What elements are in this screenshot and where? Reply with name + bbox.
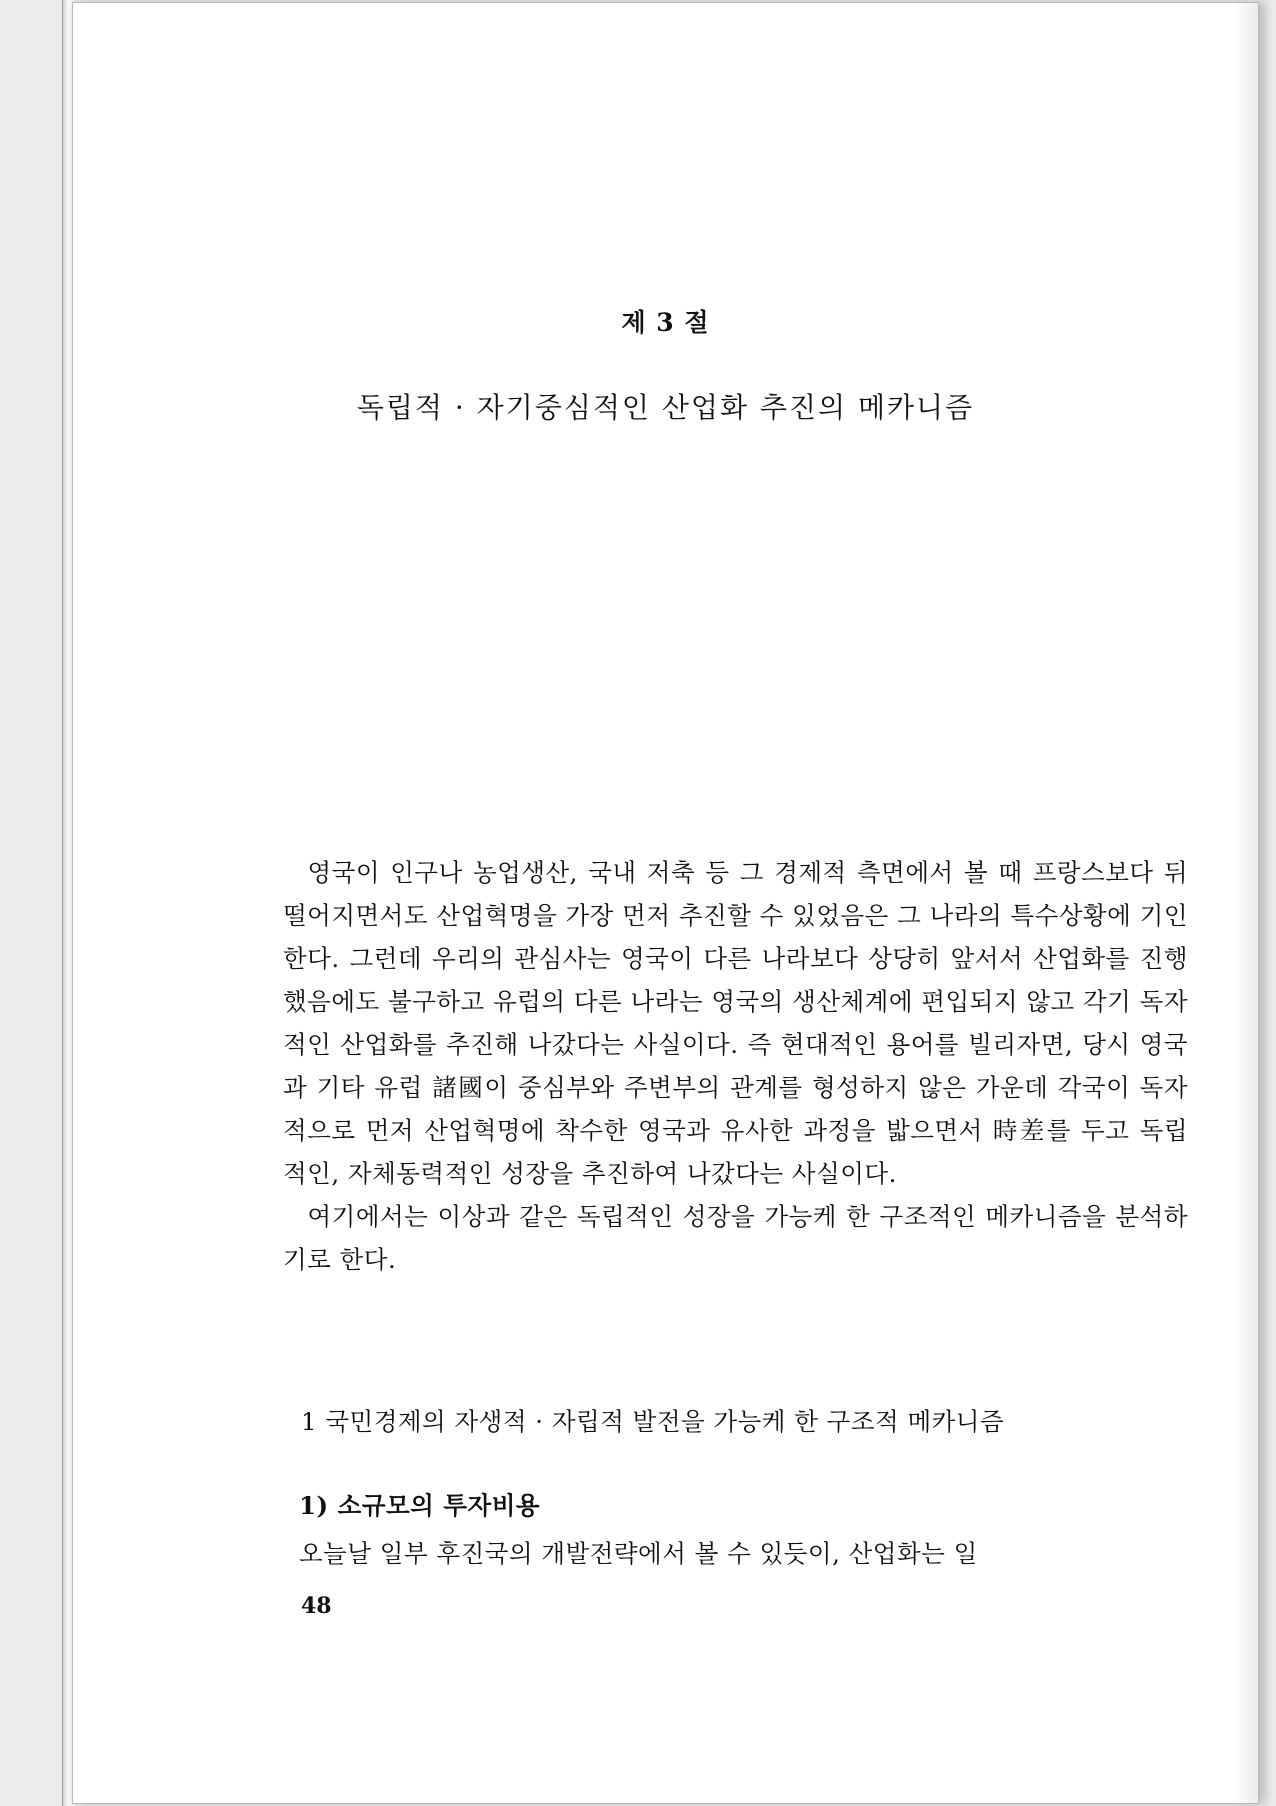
section-title: 독립적 · 자기중심적인 산업화 추진의 메카니즘 xyxy=(356,391,975,424)
subsubsection-heading: 1) 소규모의 투자비용 xyxy=(299,1491,541,1520)
body-paragraph: 여기에서는 이상과 같은 독립적인 성장을 가능케 한 구조적인 메카니즘을 분석하기로 한다. xyxy=(283,1202,1188,1274)
section-number: 제 3 절 xyxy=(621,308,710,337)
body-text xyxy=(283,851,1188,1281)
document-page xyxy=(72,2,1259,1804)
subsection-heading: 1 국민경제의 자생적 · 자립적 발전을 가능케 한 구조적 메카니즘 xyxy=(301,1407,1005,1436)
continued-paragraph-line: 오늘날 일부 후진국의 개발전략에서 볼 수 있듯이, 산업화는 일 xyxy=(299,1539,978,1568)
body-paragraph: 영국이 인구나 농업생산, 국내 저축 등 그 경제적 측면에서 볼 때 프랑스보다 뒤떨어지면서도 산업혁명을 가장 먼저 추진할 수 있었음은 그 나라의 특수상황에 기인한다. 그런데 우리의 관심사는 영국이 다른 나라보다 상당히 앞서서 산업화를 진행했음에도 불구하고 유럽의 다른 나라는 영국의 생산체계에 편입되지 않고 각기 독자적인 산업화를 추진해 나갔다는 사실이다. 즉 현대적인 용어를 빌리자면, 당시 영국과 기타 유럽 諸國이 중심부와 주변부의 관계를 형성하지 않은 가운데 각국이 독자적으로 먼저 산업혁명에 착수한 영국과 유사한 과정을 밟으면서 時差를 두고 독립적인, 자체동력적인 성장을 추진하여 나갔다는 사실이다. xyxy=(283,858,1188,1188)
page-gutter-shadow xyxy=(1234,3,1258,1803)
page-number: 48 xyxy=(301,1593,332,1619)
